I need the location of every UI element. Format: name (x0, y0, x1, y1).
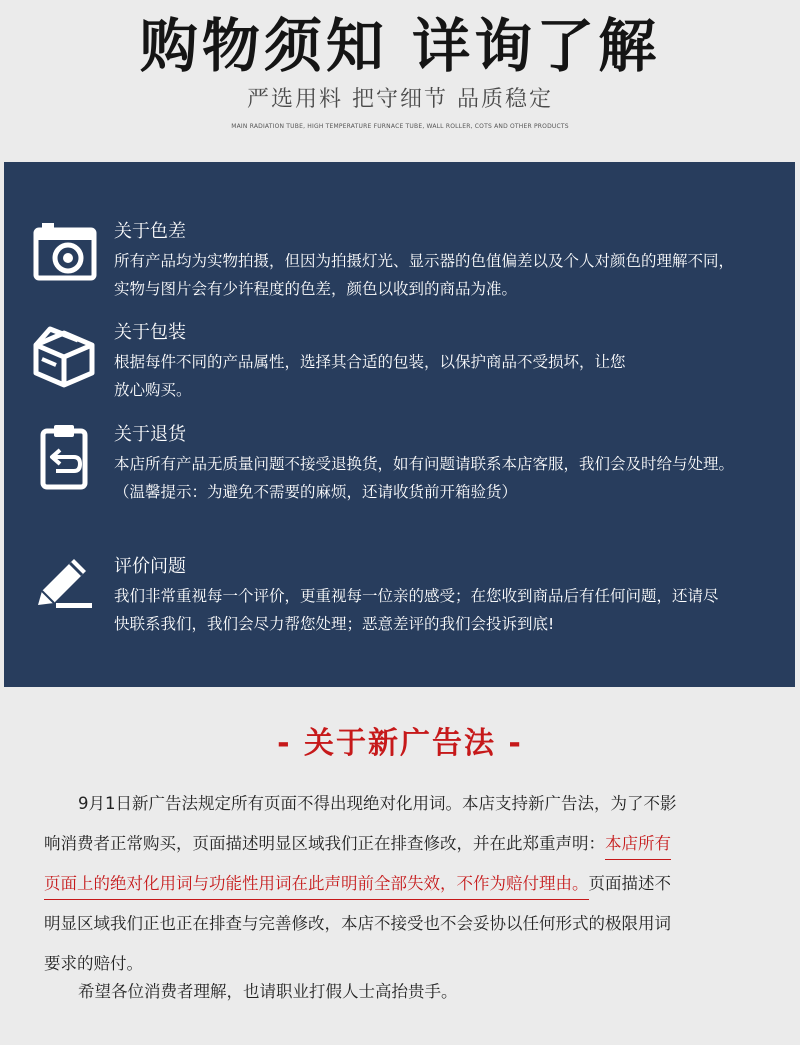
ad-law-text: 响消费者正常购买，页面描述明显区域我们正在排查修改，并在此郑重声明： (44, 834, 605, 853)
camera-icon (30, 222, 98, 290)
ad-law-line: 9月1日新广告法规定所有页面不得出现绝对化用词。本店支持新广告法，为了不影 (78, 794, 677, 813)
notice-title: 评价问题 (114, 556, 186, 577)
page-subtitle: 严选用料 把守细节 品质稳定 (247, 87, 553, 112)
notice-title: 关于包装 (114, 322, 186, 343)
notice-line: 所有产品均为实物拍摄，但因为拍摄灯光、显示器的色值偏差以及个人对颜色的理解不同， (114, 252, 735, 270)
ad-law-line: 希望各位消费者理解，也请职业打假人士高抬贵手。 (78, 982, 458, 1001)
english-tagline: MAIN RADIATION TUBE, HIGH TEMPERATURE FURNACE TUBE, WALL ROLLER, COTS AND OTHER PRODUCTS (231, 123, 569, 130)
ad-law-highlight: 页面上的绝对化用词与功能性用词在此声明前全部失效，不作为赔付理由。 (44, 874, 589, 900)
ad-law-text: 页面描述不 (588, 874, 671, 893)
notice-panel (4, 162, 795, 687)
notice-desc (114, 247, 784, 303)
notice-title: 关于色差 (114, 221, 186, 242)
notice-title: 关于退货 (114, 424, 186, 445)
header (0, 0, 800, 162)
notice-line: 本店所有产品无质量问题不接受退换货，如有问题请联系本店客服，我们会及时给与处理。 (114, 455, 735, 473)
ad-law-title: - 关于新广告法 - (277, 726, 523, 761)
notice-line: 我们非常重视每一个评价，更重视每一位亲的感受；在您收到商品后有任何问题，还请尽 (114, 587, 719, 605)
notice-desc (114, 582, 784, 638)
ad-law-body (44, 784, 756, 984)
page-title: 购物须知 详询了解 (139, 12, 661, 80)
clipboard-return-icon (30, 423, 98, 491)
notice-desc (114, 450, 784, 506)
pencil-icon (30, 553, 98, 621)
notice-line: 根据每件不同的产品属性，选择其合适的包装，以保护商品不受损坏，让您 (114, 353, 626, 371)
notice-desc (114, 348, 784, 404)
notice-line: 实物与图片会有少许程度的色差，颜色以收到的商品为准。 (114, 280, 518, 298)
notice-line: （温馨提示：为避免不需要的麻烦，还请收货前开箱验货） (114, 483, 518, 501)
ad-law-line (44, 824, 756, 864)
ad-law-appeal (44, 972, 756, 1012)
ad-law-line: 要求的赔付。 (44, 954, 143, 973)
ad-law-line: 明显区域我们正也正在排查与完善修改，本店不接受也不会妥协以任何形式的极限用词 (44, 914, 671, 933)
notice-line: 快联系我们，我们会尽力帮您处理；恶意差评的我们会投诉到底! (114, 615, 555, 633)
ad-law-line (44, 864, 756, 904)
notice-line: 放心购买。 (114, 381, 192, 399)
ad-law-highlight: 本店所有 (605, 834, 671, 860)
box-icon (30, 323, 98, 391)
